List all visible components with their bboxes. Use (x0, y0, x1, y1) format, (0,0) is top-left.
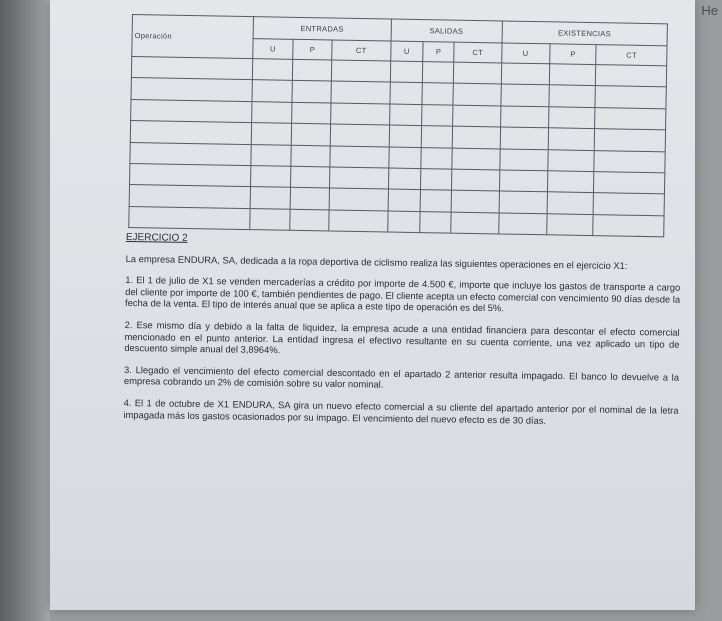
table-cell (420, 190, 452, 212)
table-cell (421, 168, 453, 190)
table-cell (452, 148, 500, 170)
table-cell (421, 147, 453, 169)
table-cell (251, 123, 292, 145)
table-cell (594, 150, 665, 173)
table-cell (389, 147, 422, 169)
subheader-ct: CT (332, 40, 391, 61)
table-cell (252, 59, 293, 81)
table-cell (451, 212, 499, 234)
table-cell (549, 64, 596, 86)
header-entradas: ENTRADAS (253, 17, 391, 41)
table-cell (389, 125, 422, 147)
table-cell (130, 142, 251, 165)
table-cell (331, 81, 390, 103)
exercise-intro: La empresa ENDURA, SA, dedicada a la ropa deportiva de ciclismo realiza las siguientes operaciones en el ejercicio X1: (125, 252, 628, 271)
table-cell (549, 85, 596, 107)
exercise-block (123, 232, 681, 438)
table-cell (453, 126, 501, 148)
table-cell (500, 106, 549, 128)
header-operacion: Operación (132, 15, 254, 59)
subheader-ct: CT (596, 45, 667, 66)
table-cell (422, 104, 454, 126)
table-cell (329, 167, 388, 189)
table-cell (499, 191, 548, 213)
table-cell (388, 189, 421, 211)
table-cell (389, 104, 422, 126)
table-cell (595, 107, 666, 130)
table-cell (388, 168, 421, 190)
table-cell (547, 192, 594, 214)
subheader-p: P (423, 42, 455, 63)
table-cell (547, 171, 594, 193)
inventory-table (128, 14, 668, 237)
table-cell (131, 78, 252, 101)
header-existencias: EXISTENCIAS (502, 21, 668, 46)
table-cell (292, 81, 331, 103)
table-cell (499, 170, 548, 192)
exercise-item-3: 3. Llegado el vencimiento del efecto comercial descontado en el apartado 2 anterior resulta impagado. El banco lo devuelve a la empresa cobrando un 2% de comisión sobre su valor nominal. (123, 363, 680, 390)
table-cell (594, 171, 665, 194)
inventory-table-wrap (128, 14, 668, 237)
table-cell (291, 145, 330, 167)
table-cell (498, 213, 547, 235)
subheader-p: P (293, 39, 332, 60)
exercise-item-4: 4. El 1 de octubre de X1 ENDURA, SA gira un nuevo efecto comercial a su cliente del apartado anterior por el nominal de la letra impagada más los gastos ocasionados por su impago. El vencimiento del nuevo efecto es de 30 días. (123, 396, 679, 426)
table-cell (250, 208, 291, 230)
table-cell (500, 84, 549, 106)
table-cell (422, 62, 454, 84)
table-cell (129, 206, 250, 229)
table-cell (593, 214, 664, 237)
table-cell (130, 163, 251, 186)
exercise-item-2: 2. Ese mismo día y debido a la falta de liquidez, la empresa acude a una entidad financiera para descontar el efecto comercial mencionado en el punto anterior. La entidad ingresa el efectivo resultante en su cuenta corriente, una vez aplicado un tipo de descuento simple anual del 3,8964%. (124, 318, 680, 356)
table-cell (250, 165, 291, 187)
table-cell (501, 63, 550, 85)
exercise-title: EJERCICIO 2 (125, 232, 188, 244)
table-cell (329, 210, 388, 232)
table-cell (131, 57, 252, 80)
subheader-u: U (390, 41, 423, 62)
table-cell (290, 209, 329, 231)
table-cell (548, 128, 595, 150)
table-cell (291, 166, 330, 188)
subheader-u: U (253, 39, 294, 60)
table-cell (422, 83, 454, 105)
table-cell (252, 80, 293, 102)
table-cell (329, 188, 388, 210)
table-cell (330, 124, 389, 146)
table-cell (596, 65, 667, 88)
table-cell (421, 126, 453, 148)
table-cell (595, 86, 666, 109)
table-cell (500, 127, 549, 149)
exercise-item-1: 1. El 1 de julio de X1 se venden mercaderías a crédito por importe de 4.500 €, importe que incluye los gastos de transporte a cargo del cliente por importe de 100 €, también pendientes de pago. El cliente acepta un efecto comercial con vencimiento 90 días desde la fecha de la venta. El tipo de interés anual que se aplica a este tipo de operación es del 5%. (124, 274, 681, 314)
table-cell (390, 61, 423, 83)
corner-text: He (701, 3, 718, 18)
table-body (129, 57, 667, 237)
table-cell (595, 129, 666, 152)
table-cell (292, 102, 331, 124)
table-cell (251, 144, 292, 166)
table-cell (290, 188, 329, 210)
table-cell (390, 82, 423, 104)
subheader-ct: CT (454, 42, 502, 63)
table-cell (548, 149, 595, 171)
table-cell (331, 103, 390, 125)
table-cell (547, 213, 594, 235)
subheader-p: P (550, 44, 597, 65)
table-cell (594, 193, 665, 216)
table-cell (250, 187, 291, 209)
table-cell (331, 60, 390, 82)
table-cell (453, 105, 501, 127)
table-cell (252, 101, 293, 123)
background-edge (0, 0, 50, 621)
table-cell (451, 190, 499, 212)
table-cell (131, 99, 252, 122)
table-cell (330, 145, 389, 167)
table-cell (452, 169, 500, 191)
table-cell (420, 211, 452, 233)
header-salidas: SALIDAS (391, 19, 502, 43)
table-cell (499, 148, 548, 170)
table-cell (387, 211, 420, 233)
table-cell (453, 83, 501, 105)
table-cell (548, 107, 595, 129)
table-cell (293, 59, 332, 81)
table-cell (291, 123, 330, 145)
subheader-u: U (501, 43, 550, 64)
table-cell (454, 62, 502, 84)
table-cell (129, 185, 250, 208)
table-cell (130, 121, 251, 144)
